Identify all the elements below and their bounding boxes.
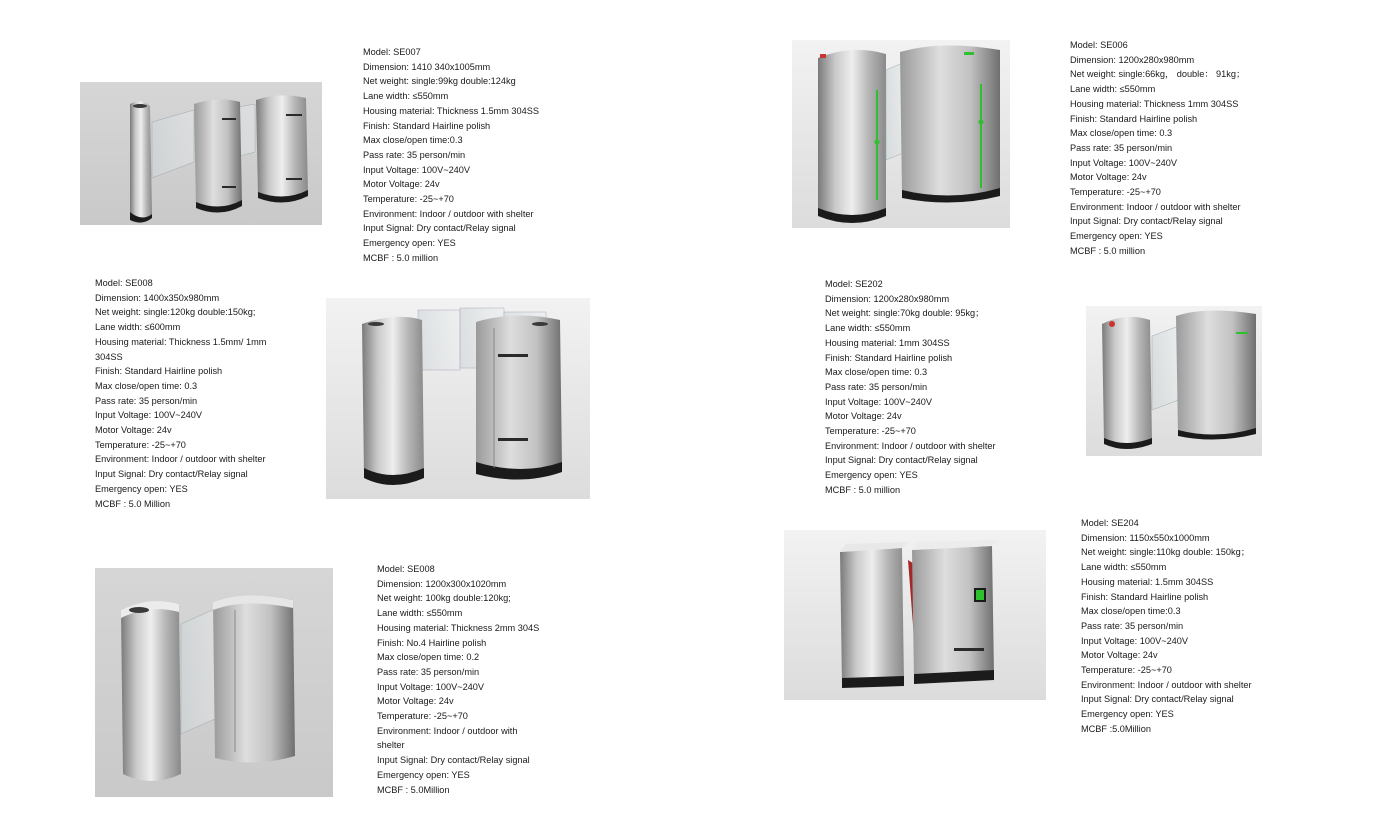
spec-line: Temperature: -25~+70 <box>1081 665 1172 676</box>
product-photo-se007 <box>80 82 322 225</box>
product-photo-se204 <box>784 530 1046 700</box>
spec-line: Net weight: single:70kg double: 95kg； <box>825 308 985 319</box>
spec-line: Input Voltage: 100V~240V <box>363 164 471 175</box>
spec-line: Emergency open: YES <box>825 470 918 481</box>
spec-line: Net weight: single:66kg， double： 91kg； <box>1070 69 1246 80</box>
spec-line: Motor Voltage: 24v <box>363 179 440 190</box>
spec-line: Lane width: ≤550mm <box>825 323 911 334</box>
spec-line: Max close/open time: 0.2 <box>377 652 480 663</box>
spec-line: Temperature: -25~+70 <box>95 439 186 450</box>
spec-line: Max close/open time:0.3 <box>363 135 463 146</box>
model-code: SE008 <box>407 564 435 574</box>
spec-line: Emergency open: YES <box>1081 709 1174 720</box>
spec-line: Temperature: -25~+70 <box>377 711 468 722</box>
spec-block-se008-a <box>95 276 266 511</box>
spec-line: Max close/open time: 0.3 <box>95 380 198 391</box>
spec-block-se007 <box>363 45 539 266</box>
model-line: Model: SE006 <box>1070 40 1128 50</box>
spec-line: Net weight: single:110kg double: 150kg； <box>1081 547 1250 558</box>
product-photo-se006 <box>792 40 1010 228</box>
spec-line: shelter <box>377 740 405 751</box>
spec-line: Input Voltage: 100V~240V <box>825 396 933 407</box>
spec-line: Housing material: Thickness 1mm 304SS <box>1070 98 1239 109</box>
spec-line: MCBF :5.0Million <box>1081 723 1151 734</box>
spec-line: Pass rate: 35 person/min <box>377 666 480 677</box>
model-line: Model: SE204 <box>1081 518 1139 528</box>
spec-line: MCBF : 5.0 Million <box>95 498 171 509</box>
spec-line: Dimension: 1150x550x1000mm <box>1081 532 1210 543</box>
spec-line: Net weight: 100kg double:120kg; <box>377 593 511 604</box>
spec-line: MCBF : 5.0 million <box>825 484 901 495</box>
model-code: SE202 <box>855 279 883 289</box>
model-line: Model: SE008 <box>377 564 435 574</box>
spec-line: Max close/open time:0.3 <box>1081 606 1181 617</box>
model-code: SE008 <box>125 278 153 288</box>
spec-line: Emergency open: YES <box>95 483 188 494</box>
spec-line: Input Signal: Dry contact/Relay signal <box>95 469 248 480</box>
spec-line: Emergency open: YES <box>1070 231 1163 242</box>
spec-line: Motor Voltage: 24v <box>95 425 172 436</box>
spec-line: Pass rate: 35 person/min <box>1070 142 1173 153</box>
spec-line: Temperature: -25~+70 <box>1070 187 1161 198</box>
spec-line: Environment: Indoor / outdoor with shelter <box>1081 679 1252 690</box>
spec-block-se006 <box>1070 38 1245 259</box>
spec-line: Lane width: ≤550mm <box>1070 84 1156 95</box>
model-line: Model: SE008 <box>95 278 153 288</box>
spec-line: Finish: Standard Hairline polish <box>95 366 223 377</box>
spec-line: Motor Voltage: 24v <box>1070 172 1147 183</box>
spec-line: Lane width: ≤550mm <box>1081 562 1167 573</box>
spec-line: Temperature: -25~+70 <box>825 426 916 437</box>
spec-line: Lane width: ≤600mm <box>95 322 181 333</box>
spec-line: Input Signal: Dry contact/Relay signal <box>377 755 530 766</box>
spec-line: Environment: Indoor / outdoor with shelter <box>825 440 996 451</box>
model-code: SE204 <box>1111 518 1139 528</box>
spec-line: Input Voltage: 100V~240V <box>1070 157 1178 168</box>
spec-line: Lane width: ≤550mm <box>377 608 463 619</box>
spec-line: Pass rate: 35 person/min <box>825 381 928 392</box>
spec-line: Emergency open: YES <box>363 238 456 249</box>
spec-line: Pass rate: 35 person/min <box>95 395 198 406</box>
spec-line: Input Voltage: 100V~240V <box>95 410 203 421</box>
spec-line: MCBF : 5.0 million <box>1070 245 1146 256</box>
model-line: Model: SE202 <box>825 279 883 289</box>
spec-line: MCBF : 5.0 million <box>363 252 439 263</box>
spec-line: Max close/open time: 0.3 <box>825 367 928 378</box>
spec-line: Input Voltage: 100V~240V <box>377 681 485 692</box>
spec-line: Dimension: 1200x300x1020mm <box>377 578 507 589</box>
spec-line: Housing material: 1.5mm 304SS <box>1081 576 1214 587</box>
product-photo-se008-b <box>95 568 333 797</box>
model-code: SE007 <box>393 47 421 57</box>
product-photo-se202 <box>1086 306 1262 456</box>
spec-line: Input Signal: Dry contact/Relay signal <box>1070 216 1223 227</box>
spec-line: Pass rate: 35 person/min <box>1081 620 1184 631</box>
model-code: SE006 <box>1100 40 1128 50</box>
spec-line: MCBF : 5.0Million <box>377 784 450 795</box>
spec-line: Net weight: single:120kg double:150kg; <box>95 307 256 318</box>
spec-line: 304SS <box>95 351 123 362</box>
spec-line: Environment: Indoor / outdoor with shelter <box>1070 201 1241 212</box>
spec-line: Motor Voltage: 24v <box>1081 650 1158 661</box>
spec-line: Max close/open time: 0.3 <box>1070 128 1173 139</box>
spec-line: Dimension: 1200x280x980mm <box>1070 54 1195 65</box>
spec-line: Net weight: single:99kg double:124kg <box>363 76 516 87</box>
spec-line: Dimension: 1200x280x980mm <box>825 293 950 304</box>
spec-line: Finish: Standard Hairline polish <box>1081 591 1209 602</box>
spec-line: Finish: No.4 Hairline polish <box>377 637 487 648</box>
spec-block-se202 <box>825 277 996 498</box>
spec-line: Housing material: Thickness 1.5mm/ 1mm <box>95 336 267 347</box>
spec-line: Dimension: 1410 340x1005mm <box>363 61 491 72</box>
spec-line: Dimension: 1400x350x980mm <box>95 292 220 303</box>
model-line: Model: SE007 <box>363 47 421 57</box>
spec-line: Input Voltage: 100V~240V <box>1081 635 1189 646</box>
spec-line: Housing material: Thickness 1.5mm 304SS <box>363 105 540 116</box>
spec-line: Pass rate: 35 person/min <box>363 149 466 160</box>
spec-line: Temperature: -25~+70 <box>363 194 454 205</box>
spec-line: Emergency open: YES <box>377 769 470 780</box>
spec-line: Finish: Standard Hairline polish <box>825 352 953 363</box>
spec-line: Input Signal: Dry contact/Relay signal <box>825 455 978 466</box>
spec-line: Motor Voltage: 24v <box>825 411 902 422</box>
spec-line: Housing material: 1mm 304SS <box>825 337 950 348</box>
spec-line: Environment: Indoor / outdoor with shelter <box>363 208 534 219</box>
spec-line: Input Signal: Dry contact/Relay signal <box>363 223 516 234</box>
spec-line: Finish: Standard Hairline polish <box>363 120 491 131</box>
spec-line: Housing material: Thickness 2mm 304S <box>377 622 540 633</box>
spec-line: Finish: Standard Hairline polish <box>1070 113 1198 124</box>
spec-line: Input Signal: Dry contact/Relay signal <box>1081 694 1234 705</box>
product-photo-se008-a <box>326 298 590 499</box>
spec-block-se008-b <box>377 562 539 797</box>
spec-line: Environment: Indoor / outdoor with shelter <box>95 454 266 465</box>
spec-block-se204 <box>1081 516 1252 737</box>
spec-line: Environment: Indoor / outdoor with <box>377 725 518 736</box>
spec-line: Motor Voltage: 24v <box>377 696 454 707</box>
spec-line: Lane width: ≤550mm <box>363 91 449 102</box>
